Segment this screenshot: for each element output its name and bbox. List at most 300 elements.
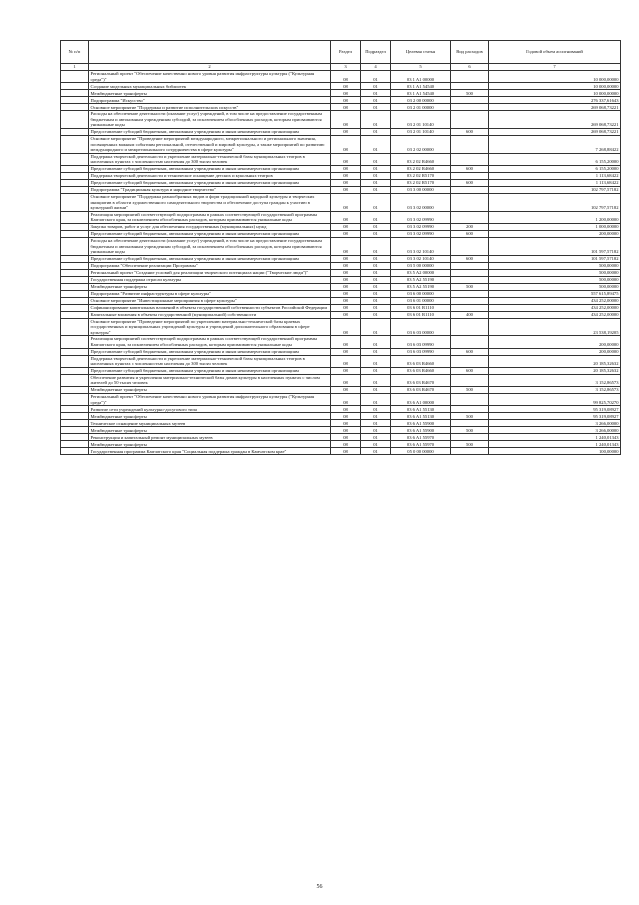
row-amount-cell: 1 200,00000 [489,211,621,223]
row-num-cell [61,172,89,179]
row-razdel-cell: 08 [331,165,361,172]
row-name-cell: Капитальные вложения в объекты государственной (муниципальной) собственности [89,311,331,318]
row-podrazdel-cell: 01 [361,211,391,223]
row-num-cell [61,97,89,104]
row-num-cell [61,427,89,434]
row-razdel-cell: 08 [331,441,361,448]
row-name-cell: Региональный проект "Обеспечение качественно нового уровня развития инфраструктуры культуры ("Культурная среда")" [89,71,331,83]
row-num-cell [61,406,89,413]
row-num-cell [61,336,89,348]
row-amount-cell: 101 597,57182 [489,255,621,262]
row-razdel-cell: 08 [331,336,361,348]
row-target-article-cell: 03 6 A1 55130 [391,406,451,413]
row-expense-type-cell: 600 [451,128,489,135]
row-name-cell: Основное мероприятие "Поддержка и развитие исполнительских искусств" [89,104,331,111]
row-amount-cell: 10 000,00000 [489,83,621,90]
row-expense-type-cell: 600 [451,230,489,237]
index-cell: 4 [361,64,391,71]
row-expense-type-cell [451,172,489,179]
row-name-cell: Межбюджетные трансферты [89,387,331,394]
row-name-cell: Межбюджетные трансферты [89,441,331,448]
row-podrazdel-cell: 01 [361,367,391,374]
row-podrazdel-cell: 01 [361,165,391,172]
row-podrazdel-cell: 01 [361,179,391,186]
table-row [61,83,621,90]
row-amount-cell: 20 185,32632 [489,355,621,367]
index-cell: 2 [89,64,331,71]
row-num-cell [61,311,89,318]
row-num-cell [61,441,89,448]
row-target-article-cell: 03 5 A2 55190 [391,283,451,290]
row-num-cell [61,223,89,230]
row-amount-cell: 200,00000 [489,336,621,348]
row-amount-cell: 23 538,19205 [489,318,621,336]
row-amount-cell: 7 268,88422 [489,135,621,153]
row-podrazdel-cell: 01 [361,269,391,276]
row-expense-type-cell: 500 [451,283,489,290]
table-row [61,223,621,230]
row-podrazdel-cell: 01 [361,223,391,230]
row-podrazdel-cell: 01 [361,413,391,420]
index-cell: 7 [489,64,621,71]
row-num-cell [61,269,89,276]
row-razdel-cell: 08 [331,367,361,374]
row-razdel-cell: 08 [331,434,361,441]
row-target-article-cell: 03 6 03 00000 [391,318,451,336]
row-name-cell: Реконструкция и капитальный ремонт муниципальных музеев [89,434,331,441]
row-name-cell: Межбюджетные трансферты [89,283,331,290]
row-num-cell [61,71,89,83]
row-amount-cell: 434 252,00000 [489,311,621,318]
table-row [61,420,621,427]
row-podrazdel-cell: 01 [361,441,391,448]
row-expense-type-cell: 500 [451,413,489,420]
table-row [61,348,621,355]
row-num-cell [61,367,89,374]
row-target-article-cell: 03 3 00 00000 [391,186,451,193]
row-num-cell [61,111,89,129]
row-num-cell [61,193,89,211]
row-podrazdel-cell: 01 [361,276,391,283]
row-target-article-cell: 03 6 03 09990 [391,348,451,355]
row-name-cell: Подпрограмма "Развитие инфраструктуры в сфере культуры" [89,290,331,297]
row-amount-cell: 1 240,01343 [489,434,621,441]
row-podrazdel-cell: 01 [361,111,391,129]
row-podrazdel-cell: 01 [361,283,391,290]
table-row [61,290,621,297]
table-row [61,311,621,318]
row-razdel-cell: 08 [331,276,361,283]
row-name-cell: Региональный проект "Обеспечение качественно нового уровня развития инфраструктуры культуры ("Культурная среда")" [89,394,331,406]
table-row [61,269,621,276]
row-razdel-cell: 08 [331,193,361,211]
index-cell: 1 [61,64,89,71]
row-target-article-cell: 03 6 A1 55900 [391,427,451,434]
table-row [61,427,621,434]
row-name-cell: Поддержка творческой деятельности и укрепление материально-технической базы муниципальных театров в населенных пунктах с численностью населения до 300 тысяч человек [89,153,331,165]
row-amount-cell: 269 068,73221 [489,104,621,111]
index-cell: 5 [391,64,451,71]
table-row [61,283,621,290]
row-expense-type-cell [451,186,489,193]
row-target-article-cell: 03 2 02 R4660 [391,153,451,165]
row-podrazdel-cell: 01 [361,153,391,165]
row-name-cell: Государственная программа Камчатского края "Социальная поддержка граждан в Камчатском крае" [89,448,331,455]
row-name-cell: Расходы на обеспечение деятельности (оказание услуг) учреждений, в том числе на предоставление государственным бюджетным и автономным учреждениям субсидий, за исключением обособленных расходов, которым присваиваются уникальные коды [89,111,331,129]
row-podrazdel-cell: 01 [361,128,391,135]
row-razdel-cell: 08 [331,71,361,83]
row-podrazdel-cell: 01 [361,434,391,441]
table-body [61,71,621,455]
row-target-article-cell: 03 6 A1 55130 [391,413,451,420]
row-razdel-cell: 08 [331,374,361,386]
row-podrazdel-cell: 01 [361,193,391,211]
row-expense-type-cell [451,153,489,165]
row-amount-cell: 3 266,00000 [489,427,621,434]
row-razdel-cell: 08 [331,311,361,318]
row-expense-type-cell: 600 [451,165,489,172]
row-name-cell: Межбюджетные трансферты [89,427,331,434]
row-amount-cell: 3 152,86573 [489,374,621,386]
row-amount-cell: 500,00000 [489,283,621,290]
row-podrazdel-cell: 01 [361,71,391,83]
table-row [61,304,621,311]
row-podrazdel-cell: 01 [361,348,391,355]
row-target-article-cell: 03 2 02 R5170 [391,179,451,186]
header-name [89,41,331,64]
row-target-article-cell: 03 3 02 10140 [391,255,451,262]
table-row [61,394,621,406]
row-podrazdel-cell: 01 [361,186,391,193]
row-expense-type-cell [451,374,489,386]
row-amount-cell: 269 068,73221 [489,111,621,129]
row-expense-type-cell [451,71,489,83]
row-razdel-cell: 08 [331,135,361,153]
row-podrazdel-cell: 01 [361,387,391,394]
row-num-cell [61,283,89,290]
row-podrazdel-cell: 01 [361,374,391,386]
row-name-cell: Закупка товаров, работ и услуг для обеспечения государственных (муниципальных) нужд [89,223,331,230]
row-expense-type-cell: 500 [451,427,489,434]
row-amount-cell: 10 000,00000 [489,90,621,97]
row-amount-cell: 100,00000 [489,448,621,455]
row-podrazdel-cell: 01 [361,237,391,255]
row-expense-type-cell [451,269,489,276]
row-razdel-cell: 08 [331,420,361,427]
row-num-cell [61,374,89,386]
row-amount-cell: 557 615,89475 [489,290,621,297]
row-target-article-cell: 03 6 A1 55970 [391,434,451,441]
row-target-article-cell: 03 1 A1 54540 [391,83,451,90]
row-amount-cell: 99 825,70270 [489,394,621,406]
row-name-cell: Предоставление субсидий бюджетным, автономным учреждениям и иным некоммерческим организациям [89,230,331,237]
row-podrazdel-cell: 01 [361,311,391,318]
row-num-cell [61,394,89,406]
header-podrazdel: Подраздел [361,41,391,64]
table-row [61,413,621,420]
column-index-row [61,64,621,71]
row-target-article-cell: 03 2 01 10140 [391,111,451,129]
table-row [61,262,621,269]
page-number: 56 [316,884,323,890]
row-podrazdel-cell: 01 [361,255,391,262]
row-expense-type-cell [451,420,489,427]
row-target-article-cell: 03 2 02 R5170 [391,172,451,179]
row-podrazdel-cell: 01 [361,427,391,434]
row-amount-cell: 95 319,08927 [489,406,621,413]
row-num-cell [61,420,89,427]
row-podrazdel-cell: 01 [361,230,391,237]
row-expense-type-cell [451,448,489,455]
row-razdel-cell: 08 [331,290,361,297]
row-num-cell [61,165,89,172]
row-expense-type-cell: 600 [451,255,489,262]
table-row [61,128,621,135]
row-name-cell: Софинансирование капитальных вложений в объекты государственной собственности субъектов Российской Федерации [89,304,331,311]
row-name-cell: Основное мероприятие "Проведение мероприятий международного, межрегионального и регионального значения, посвященных важным событиям региональной, отечественной и мировой культуры, а также мероприятий по развитию международного и межрегионального сотрудничества в сфере культуры" [89,135,331,153]
row-expense-type-cell [451,318,489,336]
row-amount-cell: 102 797,57182 [489,186,621,193]
row-num-cell [61,434,89,441]
row-amount-cell: 101 597,57182 [489,237,621,255]
row-expense-type-cell: 200 [451,223,489,230]
row-target-article-cell: 03 3 02 00000 [391,193,451,211]
table-row [61,104,621,111]
row-razdel-cell: 08 [331,355,361,367]
row-target-article-cell: 03 5 A2 00000 [391,269,451,276]
row-num-cell [61,153,89,165]
row-num-cell [61,90,89,97]
row-num-cell [61,318,89,336]
row-name-cell: Межбюджетные трансферты [89,413,331,420]
row-razdel-cell: 08 [331,394,361,406]
table-row [61,153,621,165]
row-expense-type-cell: 600 [451,179,489,186]
row-target-article-cell: 03 3 02 09990 [391,211,451,223]
budget-table-page [60,40,620,455]
row-amount-cell: 10 000,00000 [489,71,621,83]
row-podrazdel-cell: 01 [361,290,391,297]
row-num-cell [61,255,89,262]
row-target-article-cell: 03 2 01 10140 [391,128,451,135]
row-num-cell [61,104,89,111]
row-podrazdel-cell: 01 [361,262,391,269]
row-expense-type-cell [451,237,489,255]
row-name-cell: Поддержка творческой деятельности и укрепление материально-технической базы муниципальных театров в населенных пунктах с численностью населения до 300 тысяч человек [89,355,331,367]
row-expense-type-cell [451,262,489,269]
row-razdel-cell: 08 [331,104,361,111]
header-razdel: Раздел [331,41,361,64]
row-num-cell [61,128,89,135]
table-row [61,441,621,448]
table-row [61,387,621,394]
row-razdel-cell: 08 [331,128,361,135]
row-target-article-cell: 03 6 03 R4670 [391,387,451,394]
row-name-cell: Предоставление субсидий бюджетным, автономным учреждениям и иным некоммерческим организациям [89,128,331,135]
row-expense-type-cell [451,83,489,90]
row-target-article-cell: 03 5 00 00000 [391,262,451,269]
row-razdel-cell: 08 [331,83,361,90]
row-expense-type-cell [451,336,489,348]
row-target-article-cell: 03 6 03 R4660 [391,367,451,374]
row-name-cell: Государственная поддержка отрасли культуры [89,276,331,283]
row-razdel-cell: 08 [331,348,361,355]
row-expense-type-cell [451,434,489,441]
table-row [61,367,621,374]
row-expense-type-cell [451,297,489,304]
row-razdel-cell: 08 [331,427,361,434]
row-expense-type-cell [451,355,489,367]
row-num-cell [61,262,89,269]
header-row [61,41,621,64]
row-num-cell [61,355,89,367]
row-razdel-cell: 08 [331,90,361,97]
row-razdel-cell: 08 [331,237,361,255]
table-row [61,165,621,172]
row-razdel-cell: 08 [331,387,361,394]
row-name-cell: Региональный проект "Создание условий для реализации творческого потенциала нации ("Творческие люди")" [89,269,331,276]
row-name-cell: Расходы на обеспечение деятельности (оказание услуг) учреждений, в том числе на предоставление государственным бюджетным и автономным учреждениям субсидий, за исключением обособленных расходов, которым присваиваются уникальные коды [89,237,331,255]
row-target-article-cell: 03 5 A2 55190 [391,276,451,283]
row-target-article-cell: 03 2 02 R4660 [391,165,451,172]
row-name-cell: Основное мероприятие "Проведение мероприятий по укреплению материально-технической базы краевых государственных и муниципальных учреждений культуры и учреждений дополнительного образования в сфере культуры" [89,318,331,336]
row-target-article-cell: 03 1 A1 00000 [391,71,451,83]
row-razdel-cell: 08 [331,262,361,269]
table-row [61,237,621,255]
row-num-cell [61,387,89,394]
row-podrazdel-cell: 01 [361,448,391,455]
row-amount-cell: 434 252,00000 [489,304,621,311]
header-num: № п/п [61,41,89,64]
row-amount-cell: 6 155,20000 [489,165,621,172]
header-amount: Годовой объем ассигнований [489,41,621,64]
table-row [61,179,621,186]
row-razdel-cell: 08 [331,111,361,129]
row-razdel-cell: 08 [331,179,361,186]
row-target-article-cell: 05 0 00 00000 [391,448,451,455]
row-expense-type-cell [451,304,489,311]
row-target-article-cell: 03 6 03 R4670 [391,374,451,386]
row-name-cell: Межбюджетные трансферты [89,90,331,97]
row-name-cell: Предоставление субсидий бюджетным, автономным учреждениям и иным некоммерческим организациям [89,255,331,262]
row-name-cell: Поддержка творческой деятельности и техническое оснащение детских и кукольных театров [89,172,331,179]
row-podrazdel-cell: 01 [361,318,391,336]
row-podrazdel-cell: 01 [361,297,391,304]
table-row [61,71,621,83]
row-num-cell [61,297,89,304]
row-expense-type-cell [451,406,489,413]
table-row [61,318,621,336]
table-row [61,172,621,179]
table-row [61,336,621,348]
row-name-cell: Реализация мероприятий соответствующей подпрограммы в рамках соответствующей государственной программы Камчатского края, за исключением обособленных расходов, которым присваиваются уникальные коды [89,211,331,223]
row-razdel-cell: 08 [331,413,361,420]
row-podrazdel-cell: 01 [361,355,391,367]
row-podrazdel-cell: 01 [361,97,391,104]
row-num-cell [61,83,89,90]
row-target-article-cell: 03 6 03 09990 [391,336,451,348]
table-row [61,276,621,283]
row-num-cell [61,413,89,420]
row-expense-type-cell [451,111,489,129]
row-expense-type-cell: 500 [451,90,489,97]
row-target-article-cell: 03 3 02 09990 [391,230,451,237]
row-razdel-cell: 08 [331,255,361,262]
row-name-cell: Подпрограмма "Искусство" [89,97,331,104]
index-cell: 6 [451,64,489,71]
table-row [61,211,621,223]
row-podrazdel-cell: 01 [361,304,391,311]
table-row [61,193,621,211]
row-expense-type-cell [451,394,489,406]
header-expense-type: Вид расходов [451,41,489,64]
row-amount-cell: 500,00000 [489,276,621,283]
row-name-cell: Предоставление субсидий бюджетным, автономным учреждениям и иным некоммерческим организациям [89,179,331,186]
row-amount-cell: 500,00000 [489,262,621,269]
row-podrazdel-cell: 01 [361,336,391,348]
table-row [61,355,621,367]
row-podrazdel-cell: 01 [361,420,391,427]
row-amount-cell: 1 113,68422 [489,172,621,179]
row-target-article-cell: 03 6 01 R1110 [391,304,451,311]
row-target-article-cell: 03 6 01 00000 [391,297,451,304]
row-amount-cell: 102 797,57182 [489,193,621,211]
row-podrazdel-cell: 01 [361,83,391,90]
row-num-cell [61,211,89,223]
row-podrazdel-cell: 01 [361,394,391,406]
table-row [61,374,621,386]
header-target-article: Целевая статья [391,41,451,64]
row-amount-cell: 434 252,00000 [489,297,621,304]
row-razdel-cell: 08 [331,269,361,276]
row-num-cell [61,304,89,311]
row-amount-cell: 200,00000 [489,230,621,237]
table-row [61,297,621,304]
row-name-cell: Основное мероприятие "Поддержка разнообразных видов и форм традиционной народной культуры и творческих инициатив в области художественного самодеятельного творчества и обеспечение доступа граждан к участию в культурной жизни" [89,193,331,211]
table-row [61,434,621,441]
row-podrazdel-cell: 01 [361,406,391,413]
row-target-article-cell: 03 6 A1 55970 [391,441,451,448]
row-target-article-cell: 03 2 01 00000 [391,104,451,111]
row-razdel-cell: 08 [331,448,361,455]
table-row [61,111,621,129]
row-num-cell [61,186,89,193]
row-razdel-cell: 08 [331,297,361,304]
row-num-cell [61,448,89,455]
row-amount-cell: 6 155,20000 [489,153,621,165]
row-amount-cell: 500,00000 [489,269,621,276]
row-num-cell [61,237,89,255]
row-name-cell: Развитие сети учреждений культурно-досугового типа [89,406,331,413]
row-target-article-cell: 03 2 02 00000 [391,135,451,153]
row-target-article-cell: 03 6 03 R4660 [391,355,451,367]
row-expense-type-cell: 600 [451,348,489,355]
row-razdel-cell: 08 [331,230,361,237]
row-num-cell [61,276,89,283]
row-name-cell: Подпрограмма "Обеспечение реализации Программы" [89,262,331,269]
row-razdel-cell: 08 [331,304,361,311]
row-expense-type-cell [451,276,489,283]
row-amount-cell: 1 113,68422 [489,179,621,186]
row-razdel-cell: 08 [331,186,361,193]
table-row [61,135,621,153]
row-razdel-cell: 08 [331,211,361,223]
row-target-article-cell: 03 2 00 00000 [391,97,451,104]
row-razdel-cell: 08 [331,223,361,230]
row-num-cell [61,179,89,186]
row-amount-cell: 1 000,00000 [489,223,621,230]
row-name-cell: Предоставление субсидий бюджетным, автономным учреждениям и иным некоммерческим организациям [89,348,331,355]
